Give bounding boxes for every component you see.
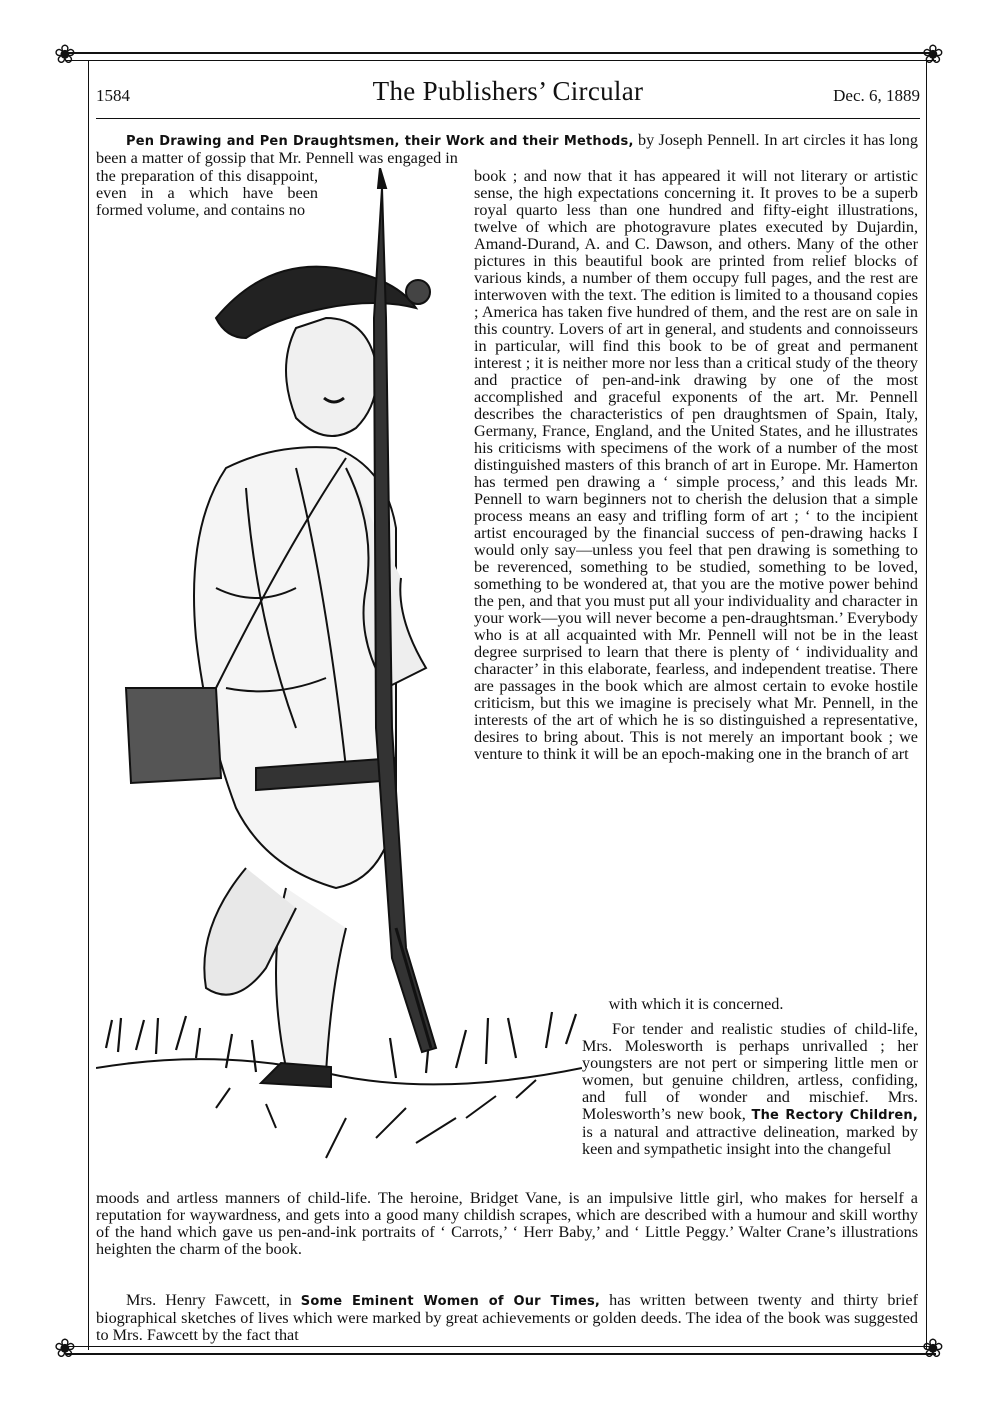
page-number: 1584	[96, 86, 130, 105]
article-pen-drawing-right-column	[474, 168, 918, 763]
frame-left-rule	[88, 60, 89, 1350]
running-header	[96, 76, 920, 110]
left-column-text: the preparation of this disappoint, even in a which have been formed volume, and contains no	[96, 167, 318, 219]
frame-top-rule	[66, 52, 936, 61]
article-rectory-children-full	[96, 1190, 918, 1258]
article-pen-drawing-intro	[96, 132, 918, 167]
book-title-pen-drawing: Pen Drawing and Pen Draughtsmen, their Work and their Methods,	[126, 134, 634, 149]
review-lead: Mrs. Henry Fawcett, in	[126, 1291, 301, 1309]
review-text-continued: is a natural and attractive delineation, marked by keen and sympathetic insight into the changeful	[582, 1123, 918, 1158]
closing-line: with which it is concerned.	[608, 995, 784, 1013]
floral-ornament-icon: ❀	[922, 40, 944, 69]
frame-bottom-rule	[66, 1346, 936, 1355]
article-eminent-women	[96, 1292, 918, 1344]
page-title: The Publishers’ Circular	[372, 76, 644, 106]
article-pen-drawing-left-column	[96, 168, 318, 219]
right-column-text: book ; and now that it has appeared it will not literary or artistic sense, the high expectations concerning it. It proves to be a superb royal quarto less than one hundred and fifty-eight illustrations, twelve of which are photogravure plates executed by Dujardin, Amand-Durand, A. and C. Dawson, and others. Many of the other pictures in this beautiful book are printed from relief blocks of various kinds, a number of them occupy full pages, and the rest are interwoven with the text. The edition is limited to a thousand copies ; America has taken five hundred of them, and the rest are on sale in this country. Lovers of art in general, and students and connoisseurs in particular, will find this book to be of great and permanent interest ; it is neither more nor less than a critical study of the theory and practice of pen-and-ink drawing by one of the most accomplished and graceful exponents of the art. Mr. Pennell describes the characteristics of pen draughtsmen of Spain, Italy, Germany, France, England, and the United States, and he illustrates his criticisms with specimens of the work of a number of the most distinguished masters of this branch of art in Europe. Mr. Hamerton has termed pen drawing a ‘ simple process,’ and this leads Mr. Pennell to warn beginners not to cherish the delusion that a simple process means an easy and trifling form of art ; ‘ to the incipient artist encouraged by the financial success of pen-drawing hacks I would only say—unless you feel that pen drawing is something to be reverenced, something to be studied, something to be loved, something to be wondered at, that you are the motive power behind the pen, and that you must put all your individuality and character in your work—you will never become a pen-draughtsman.’ Everybody who is at all acquainted with Mr. Pennell will not be in the least degree surprised to learn that there is plenty of ‘ individuality and character’ in this elaborate, fearless, and independent treatise. There are passages in the book which are almost certain to evoke hostile criticism, but this we imagine is precisely what Mr. Pennell, in the interests of the art of which he is so distinguished a representative, desires to bring about. This is not merely an important book ; we venture to think it will be an epoch-making one in the branch of art	[474, 167, 918, 763]
review-rest: has written between twenty and thirty brief biographical sketches of lives which were marked by great achievements or golden deeds. The idea of the book was suggested to Mrs. Fawcett by the fact that	[96, 1291, 918, 1344]
book-title-eminent-women: Some Eminent Women of Our Times,	[300, 1294, 601, 1309]
floral-ornament-icon: ❀	[922, 1334, 944, 1363]
article-rectory-children-column	[582, 1021, 918, 1158]
article-pen-drawing-closing	[474, 996, 918, 1013]
review-text-full: moods and artless manners of child-life. The heroine, Bridget Vane, is an impulsive little girl, who makes for herself a reputation for waywardness, and gets into a good many childish scrapes, which are described with a humour and skill worthy of the hand which gave us pen-and-ink portraits of ‘ Carrots,’ ‘ Herr Baby,’ and ‘ Little Peggy.’ Walter Crane’s illustrations heighten the charm of the book.	[96, 1189, 918, 1258]
floral-ornament-icon: ❀	[54, 1334, 76, 1363]
floral-ornament-icon: ❀	[54, 40, 76, 69]
issue-date: Dec. 6, 1889	[833, 86, 920, 105]
intro-text: by Joseph Pennell. In art circles it has long been a matter of gossip that Mr. Pennell was engaged in	[96, 131, 918, 167]
book-title-rectory-children: The Rectory Children,	[751, 1108, 918, 1123]
review-text: For tender and realistic studies of child-life, Mrs. Molesworth is perhaps unrivalled ; her youngsters are not pert or simpering little men or women, but genuine children, artless, confiding, and full of wonder and mischief. Mrs. Molesworth’s new book,	[582, 1020, 918, 1123]
header-rule	[96, 118, 920, 119]
frame-right-rule	[926, 60, 927, 1350]
